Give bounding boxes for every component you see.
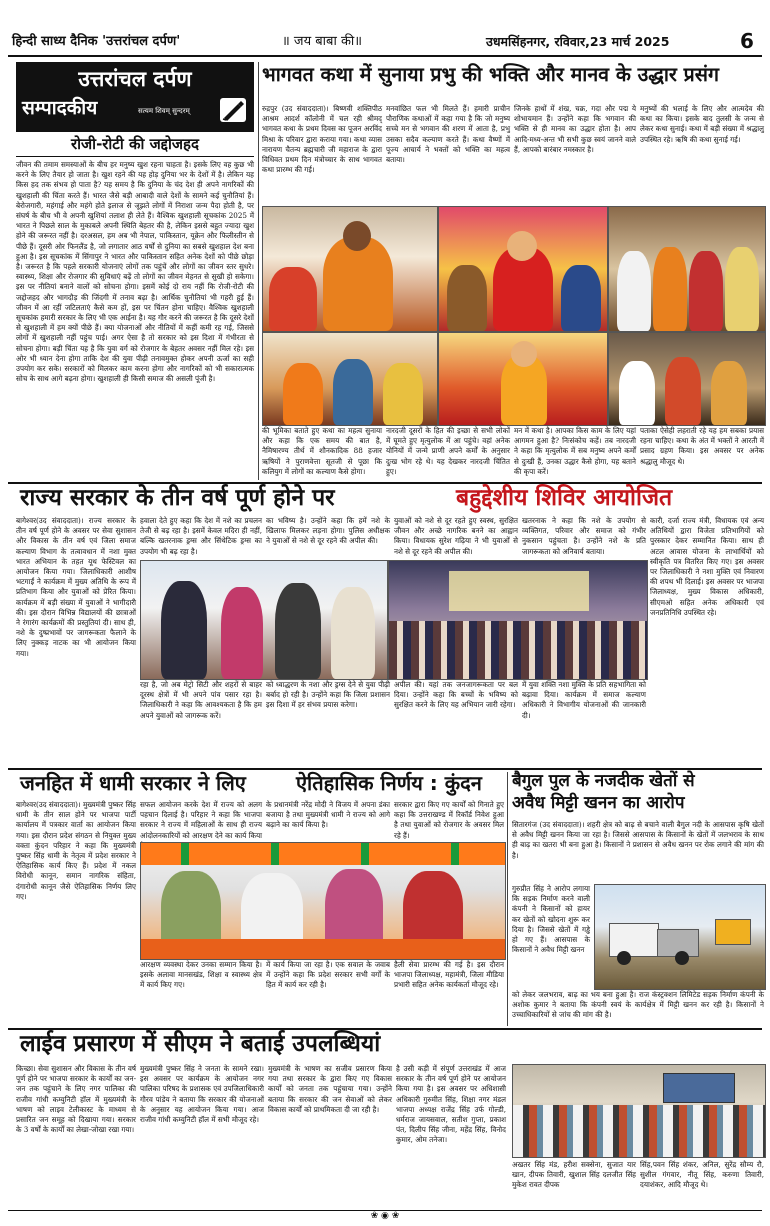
place-date: उधमसिंहनगर, रविवार,23 मार्च 2025 bbox=[486, 34, 670, 49]
photo-figure bbox=[653, 247, 687, 331]
photo-figure bbox=[275, 583, 321, 679]
photo-figure bbox=[323, 237, 393, 331]
shivir-photo-main bbox=[140, 560, 388, 680]
truck-wheel bbox=[675, 951, 689, 965]
shivir-lower4: अपील की। यहां तक जनजागरूकता पर बल दिया। उन्होंने कहा कि बच्चों के भविष्य को सुरक्षित करने के लिए यह अभियान जारी रहेगा। bbox=[394, 680, 518, 710]
bhagwat-col3: जिनके हाथों में शंख, चक्र, गदा और पद्म ये शोभायमान हैं। उन्होंने कहा कि भगवान की भक्ति से ही मानव का उद्धार होता है। आप आदि-मध्य-अन्त भी सभी कुछ स्वयं जानने वाले हैं, आपको बारंबार नमस्कार है। bbox=[514, 104, 636, 154]
masthead-rule bbox=[8, 55, 762, 57]
bhagwat-photo-center bbox=[438, 206, 608, 332]
editorial-divider bbox=[258, 62, 259, 480]
photo-figure bbox=[161, 581, 207, 679]
shivir-col4: युवाओं को नशे से दूर रहते हुए स्वस्थ, सुरक्षित जीवन और अच्छे नागरिक बनने का आह्वान किया। विधायक सुरेश गढ़िया ने भी युवाओं से नशे से दूर रहने की अपील की। bbox=[394, 516, 518, 556]
truck-body bbox=[609, 923, 659, 957]
photo-figure bbox=[689, 251, 723, 331]
dhami-col3: के प्रधानमंत्री नरेंद्र मोदी ने विजय में अपना डंका बजाया है तथा मुख्यमंत्री धामी ने राज्य को आगे बढ़ाने का कार्य किया है। bbox=[266, 800, 390, 830]
dhami-col2: सफल आयोजन करके देश में राज्य को अलग पहचान दिलाई है। परिहार ने कहा कि भाजपा सरकार ने राज्य में महिलाओं के साथ ही राज्य आंदोलनकारियों को आरक्षण देने का कार्य किया bbox=[140, 800, 262, 840]
section-rule bbox=[8, 1028, 762, 1030]
dhami-col4: सरकार द्वारा किए गए कार्यों को गिनाते हुए कहा कि उत्तराखण्ड में रिकॉर्ड निवेश हुआ है तथा युवाओं को रोजगार के अवसर मिल रहे हैं। bbox=[394, 800, 504, 840]
bhagwat-headline: भागवत कथा में सुनाया प्रभु की भक्ति और मानव के उद्धार प्रसंग bbox=[262, 63, 719, 86]
photo-figure bbox=[283, 363, 323, 425]
pen-icon bbox=[220, 98, 246, 122]
dhami-lower4: हैली सेवा प्रारम्भ की गई है। इस दौरान भाजपा जिलाध्यक्ष, महामंत्री, जिला मीडिया प्रभारी सहित अनेक कार्यकर्ता मौजूद रहे। bbox=[394, 960, 504, 990]
shivir-col3: का भविष्य है। उन्होंने कहा कि हमें नशे के खिलाफ मिलकर लड़ना होगा। पुलिस अधीक्षक ने युवाओं से नशे से दूर रहने की अपील की। bbox=[266, 516, 390, 546]
photo-figure bbox=[725, 247, 759, 331]
live-photo-hall bbox=[512, 1064, 766, 1158]
photo-table bbox=[141, 939, 505, 959]
photo-figure bbox=[665, 357, 701, 425]
editorial-label: सम्पादकीय bbox=[22, 97, 98, 119]
shivir-lower2: रहा है, जो अब मेट्रो सिटी और शहरों से बाहर दूरस्थ क्षेत्रों में भी अपने पांव पसार रहा है। जिलाधिकारी ने कहा कि आवश्यकता है कि हम अपने युवाओं को जागरूक करें। bbox=[140, 680, 262, 720]
photo-figure bbox=[617, 251, 651, 331]
dhami-headline-2: ऐतिहासिक निर्णय : कुंदन bbox=[296, 771, 482, 795]
shivir-photo-hall bbox=[388, 560, 648, 680]
photo-figure bbox=[343, 221, 371, 251]
photo-crowd bbox=[513, 1105, 765, 1157]
bhagwat-photo-left bbox=[262, 206, 438, 332]
editorial-title-rule bbox=[16, 156, 254, 157]
paper-name: हिन्दी साध्य दैनिक 'उत्तरांचल दर्पण' bbox=[12, 34, 181, 49]
shivir-col5: खतरनाक ने कहा कि नशे के उपयोग से व्यक्तिगत, परिवार और समाज को गंभीर नुकसान पहुंचता है। उन्होंने नशे के प्रति जागरूकता को अनिवार्य बताया। bbox=[522, 516, 646, 556]
bhagwat-col1: रुद्रपुर (उद संवाददाता)। बिष्णवी शक्तिपीठ आश्रम आदर्श कॉलोनी में चल रही श्रीमद् भागवत कथा के प्रथम दिवस का पूजन अरविंद मिश्रा के परिवार द्वारा कराया गया। कथा व्यास नारायण चैतन्य ब्रह्मचारी जी महाराज के द्वारा विधिवत प्रथम दिन मंत्रोच्चार के साथ भागवत कथा प्रारम्भ की गई। bbox=[262, 104, 382, 175]
excavator bbox=[715, 919, 751, 945]
photo-figure bbox=[221, 587, 263, 679]
live-col3: मुख्यमंत्री के भाषण का सजीव प्रसारण किया गया तथा सरकार के द्वारा किए गए विकास कार्यों को जनता तक पहुंचाया गया। उन्होंने बताया कि सरकार की जन सेवाओं को लेकर विकास कार्यों को प्राथमिकता दी जा रही है। bbox=[268, 1064, 392, 1114]
column-divider bbox=[507, 772, 508, 1026]
bhagwat-col2: मनवांछित फल भी मिलते हैं। हमारी प्राचीन पौराणिक कथाओं में कहा गया है कि जो मनुष्य सच्चे मन से भगवान की शरण में आता है, प्रभु उसका सदैव कल्याण करते हैं। कथा वैष्णों में पूज्य आचार्य ने भक्तों को भक्ति का महत्व बताया। bbox=[386, 104, 510, 165]
shivir-headline-black: राज्य सरकार के तीन वर्ष पूर्ण होने पर bbox=[20, 485, 335, 511]
section-rule bbox=[8, 768, 762, 770]
photo-stage bbox=[449, 571, 589, 611]
photo-figure bbox=[561, 265, 601, 331]
photo-figure bbox=[331, 587, 375, 679]
bailgul-side: गुरुप्रीत सिंह ने आरोप लगाया कि सड़क निर्माण करने वाली कंपनी ने किसानों को हायर कर खेतों को खोदना शुरू कर दिया है। जिससे खेतों में गड्ढे हो गए हैं। आसपास के किसानों ने अवैध मिट्टी खनन bbox=[512, 884, 590, 955]
editorial-title: रोजी-रोटी की जद्दोजहद bbox=[71, 135, 199, 153]
bailgul-headline-2: अवैध मिट्टी खनन का आरोप bbox=[512, 793, 685, 813]
photo-screen bbox=[663, 1073, 735, 1103]
bhagwat-photo-bottom-right bbox=[608, 332, 766, 426]
live-col2: मुख्यमंत्री पुष्कर सिंह ने जनता के सामने रखा। इस अवसर पर कार्यक्रम के आयोजन नगर पालिका परिषद के प्रशासक एवं उपजिलाधिकारी गौरव पांडेय ने बताया कि सरकार की योजनाओं के अनुसार यह आयोजन किया गया। आज राजीव गांधी कम्युनिटी हॉल में सभी मौजूद रहे। bbox=[140, 1064, 264, 1125]
shivir-lower5: में युवा शक्ति नशा मुक्ति के प्रति सहभागिता को बढ़ावा दिया। कार्यक्रम में समाज कल्याण अधिकारी ने विभागीय योजनाओं की जानकारी दी। bbox=[522, 680, 646, 720]
dhami-photo-press bbox=[140, 842, 506, 960]
bhagwat-photo-bottom-left bbox=[262, 332, 438, 426]
editor-name: सत्यम शिवम् सुन्दरम् bbox=[138, 107, 190, 115]
photo-figure bbox=[711, 361, 747, 425]
bailgul-photo-truck bbox=[594, 884, 766, 990]
dhami-lower2: आरक्षण व्यवस्था देकर उनका सम्मान किया है। इसके अलावा मानसखंड, शिक्षा व स्वास्थ्य क्षेत्र में कार्य किए गए। bbox=[140, 960, 262, 990]
live-caption-2: सिंह,पवन सिंह शंकर, अनिल, सुरेंद्र सौम्य रौ, सुशील गंगवार, नीतू सिंह, करुणा तिवारी, दयाशंकर, आदि मौजूद थे। bbox=[640, 1160, 764, 1190]
shivir-lower3: को ध्वाद्धरण के नशा और ड्रग्स देने से युवा पीढ़ी बर्बाद हो रही है। उन्होंने कहा कि जिला प्रशासन इस दिशा में हर संभव प्रयास करेगा। bbox=[266, 680, 390, 710]
masthead bbox=[0, 0, 770, 56]
page-number: 6 bbox=[740, 29, 754, 53]
photo-figure bbox=[383, 363, 423, 425]
photo-figure bbox=[269, 267, 317, 331]
live-col4: है उसी कड़ी में संपूर्ण उत्तराखंड में आज सरकार के तीन वर्ष पूर्ण होने पर आयोजन किया गया है। इस अवसर पर अधिशासी अधिकारी गुरुमीत सिंह, शिक्षा नगर मंडल भाजपा अध्यक्ष राजेंद्र सिंह उर्फ गोल्डी, धर्मराज जायसवाल, सतीश गुप्ता, प्रकाश पंत, दिलीप सिंह जीना, महेंद्र सिंह, विनोद कुमार, ओम तनेजा। bbox=[396, 1064, 506, 1145]
shivir-col1: बागेश्वर(उद संवाददाता)। राज्य सरकार के तीन वर्ष पूर्ण होने के अवसर पर सेवा सुशासन और विकास के तीन वर्ष एवं जिला समाज कल्याण विभाग के तत्वावधान में नशा मुक्त भारत अभियान के तहत यूथ फेस्टिवल का आयोजन किया गया। जिलाधिकारी आशीष भटगाईं ने कार्यक्रम में मुख्य अतिथि के रूप में प्रतिभाग किया और युवाओं को प्रेरित किया। कार्यक्रम में बड़ी संख्या में युवाओं ने भागीदारी की। इस दौरान विभिन्न विद्यालयों की छात्राओं ने रंगारंग कार्यक्रमों की प्रस्तुतियां दी। साथ ही, नशे के दुष्प्रभावों पर जागरूकता फैलाने के लिए नुक्कड़ नाटक का भी आयोजन किया गया। bbox=[16, 516, 136, 658]
bhagwat-photo-bottom-center bbox=[438, 332, 608, 426]
dhami-lower3: में कार्य किया जा रहा है। एक सवाल के जवाब में उन्होंने कहा कि प्रदेश सरकार सभी वर्गों के हित में कार्य कर रही है। bbox=[266, 960, 390, 990]
section-rule bbox=[8, 482, 762, 484]
bjp-banner bbox=[141, 843, 505, 865]
editorial-banner-title: उत्तरांचल दर्पण bbox=[78, 67, 192, 91]
shivir-col6: कारी, दर्जा राज्य मंत्री, विधायक एवं अन्य अतिथियों द्वारा विजेता प्रतिभागियों को पुरस्कार देकर सम्मानित किया। साथ ही अटल आवास योजना के लाभार्थियों को स्वीकृति पत्र वितरित किए गए। इस अवसर पर जिलाधिकारी ने नशा मुक्ति एवं निवारण की शपथ भी दिलाई। इस अवसर पर भाजपा जिलाध्यक्ष, मुख्य विकास अधिकारी, सीएमओ सहित अनेक अधिकारी एवं जनप्रतिनिधि उपस्थित रहे। bbox=[650, 516, 764, 617]
shivir-headline-red: बहुद्देशीय शिविर आयोजित bbox=[456, 485, 673, 511]
live-col1: किच्छा। सेवा सुशासन और विकास के तीन वर्ष पूर्ण होने पर भाजपा सरकार के कार्यों का जन-जन तक पहुंचाने के लिए नगर पालिका की राजीव गांधी कम्युनिटी हॉल में मुख्यमंत्री के भाषण को लाइव टेलीकास्ट के माध्यम से प्रसारित जन समूह को दिखाया गया। सरकार के 3 वर्षों के कार्यों का लेखा-जोखा रखा गया। bbox=[16, 1064, 136, 1135]
photo-figure bbox=[507, 231, 537, 261]
bailgul-intro: सितारगंज (उद संवाददाता)। शहरी क्षेत्र को बाढ़ से बचाने वाली बैगुल नदी के आसपास कृषि खेतों से अवैध मिट्टी खनन किया जा रहा है। जिससे आसपास के किसानों के खेतों में जलभराव के साथ ही बाढ़ का खतरा भी बना हुआ है। किसानों ने प्रशासन से अवैध खनन पर रोक लगाने की मांग की है। bbox=[512, 820, 764, 860]
editorial-banner bbox=[16, 62, 254, 132]
photo-figure bbox=[333, 359, 373, 425]
bhagwat-col4: मनुष्यों की भलाई के लिए और आत्मदेव की कथा का किया। इसके बाद तुलसी के जन्म से लेकर कथा सुनाई। कथा में बड़ी संख्या में श्रद्धालु उपस्थित रहे। ऋषि की कथा सुनाई गई। bbox=[640, 104, 764, 144]
bhagwat-lower3: मन में कथा है। आपका किस काम के लिए यहां आगमन हुआ है? निःसंकोच कहें। तब नारदजी ने कहा कि मृत्युलोक में सब मनुष्य अपने कर्मों से दुःखी हैं, उनका उद्धार कैसे होगा, यह बताने की कृपा करें। bbox=[514, 426, 636, 476]
dhami-headline-1: जनहित में धामी सरकार ने लिए bbox=[20, 771, 246, 795]
photo-crowd bbox=[389, 621, 647, 679]
photo-figure bbox=[619, 361, 655, 425]
bhagwat-lower1: की भूमिका बताते हुए कथा का महत्व सुनाया और कहा कि एक समय की बात है, नैमिषारण्य तीर्थ में शौनकादिक 88 हजार ऋषियों ने पुराणवेत्ता सूतजी से पूछा कि कलियुग में लोगों का कल्याण कैसे होगा। bbox=[262, 426, 382, 476]
bhagwat-photo-right bbox=[608, 206, 766, 332]
photo-figure bbox=[447, 265, 487, 331]
photo-figure bbox=[511, 341, 537, 367]
editorial-body: जीवन की तमाम समस्याओं के बीच हर मनुष्य खुश रहना चाहता है। इसके लिए वह कुछ भी करने के लिए तैयार हो जाता है। खुश रहने की यह होड़ दुनिया भर के देशों में है। लेकिन यह किस हद तक संभव हो पाता है? यह समय है कि दुनिया के चंद देश ही अपने नागरिकों की खुशहाली की चिंता करते हैं। भारत जैसे बड़ी आबादी वाले देशों के सामने कई चुनौतियां हैं। बेरोजगारी, महंगाई और महंगे होते इलाज से जूझते लोगों में निराशा जन्म पैदा होती है, पर संघर्ष के बीच भी वे अपनी खुशियां तलाश ही लेते हैं। वैश्विक खुशहाली सूचकांक 2025 में भारत ने पिछले साल के मुकाबले अपनी स्थिति बेहतर की है, लेकिन इससे बहुत ज्यादा खुश होने की जरूरत नहीं है। दरअसल, हम अब भी नेपाल, पाकिस्तान, यूक्रेन और फिलीस्तीन से पीछे हैं। दूसरी ओर फिनलैंड है, जो लगातार आठ वर्षों से दुनिया का सबसे खुशहाल देश बना हुआ है। इस सूचकांक में सिंगापुर ने भारत और पाकिस्तान सहित अनेक देशों को पीछे छोड़ा है। जरूरत है कि पहले सरकारी योजनाएं लोगों तक पहुंचें और लोगों का जीवन स्तर सुधरे। स्वास्थ्य, शिक्षा और रोजगार की सुविधाएं बढ़ें तो लोगों का जीवन मेहनत से सुखी हो सकेगा। इस पर नीतियां बनाने वालों को सोचना होगा। इसमें कोई दो राय नहीं कि रोजी-रोटी की जद्दोजहद और भागदौड़ की जिंदगी में तनाव बढ़ा है। आर्थिक चुनौतियां भी गहरी हुई हैं। जीवन में आ रहीं जटिलताएं कैसे कम हों, इस पर चिंतन होना चाहिए। वैश्विक खुशहाली सूचकांक हमारी सरकार के लिए भी एक आईना है। यह गौर करने की जरूरत है कि दूसरे देशों से खुशहाली में हम क्यों पीछे हैं। क्या योजनाओं और नीतियों में कहीं कमी रह गई, जिससे लोगों में खुशहाली नहीं पहुंच पाई। अगर ऐसा है तो सरकार को इस दिशा में गंभीरता से सोचना होगा। बड़ी चिंता यह है कि युवा वर्ग को रोजगार के बेहतर अवसर नहीं मिल रहे। इस ओर भी ध्यान देना होगा ताकि देश की युवा पीढ़ी तनावमुक्त होकर अपनी ऊर्जा का सही उपयोग कर सके। सरकारों को मिलकर काम करना होगा और नागरिकों को भी सकारात्मक सोच के साथ आगे बढ़ना होगा। खुशहाली ही किसी समाज की असली पूंजी है। bbox=[16, 160, 254, 384]
motto: ॥ जय बाबा की॥ bbox=[282, 34, 363, 49]
bailgul-headline-1: बैगुल पुल के नजदीक खेतों से bbox=[512, 771, 695, 791]
live-headline: लाईव प्रसारण में सीएम ने बताई उपलब्धियां bbox=[20, 1031, 381, 1057]
bhagwat-lower4: पताका ऐसेही लहराती रहे यह हम सबका प्रयास रहना चाहिए। कथा के अंत में भक्तों ने आरती में प्रसाद ग्रहण किया। इस अवसर पर अनेक श्रद्धालु मौजूद थे। bbox=[640, 426, 764, 466]
live-caption-1: अखतर सिंह मंड, हरीश सक्सेना, सुजात यार खान, दीपक तिवारी, खुशाल सिंह दलजीत सिंह मुकेश रावत दीपक bbox=[512, 1160, 636, 1190]
bailgul-bottom: को लेकर जलभराव, बाढ़ का भय बना हुआ है। राज कंस्ट्रक्शन लिमिटेड सड़क निर्माण कंपनी के अशोक कुमार ने बताया कि कंपनी स्वयं के कार्यक्षेत्र में मिट्टी खनन कर रही है। किसानों ने उच्चाधिकारियों से जांच की मांग की है। bbox=[512, 990, 764, 1020]
bhagwat-lower2: नारदजी दूसरों के हित की इच्छा से सभी लोकों में घूमते हुए मृत्युलोक में आ पहुंचे। वहां अनेक योनियों में जन्मे प्राणी अपने कर्मों के अनुसार दुःख भोग रहे थे। यह देखकर नारदजी चिंतित हुए। bbox=[386, 426, 510, 476]
shivir-col2: हवाला देते हुए कहा कि देश में नशे का प्रचलन तेजी से बढ़ रहा है। इसमें केवल मदिरा ही नहीं, बल्कि खतरनाक ड्रग्स और सिंथेटिक ड्रग्स का उपयोग भी बढ़ रहा है। bbox=[140, 516, 262, 556]
editorial-block bbox=[16, 62, 254, 480]
truck-wheel bbox=[617, 951, 631, 965]
footer-ornament: ❀ ◉ ❀ bbox=[370, 1211, 400, 1221]
dhami-col1: बागेश्वर(उद संवाददाता)। मुख्यमंत्री पुष्कर सिंह धामी के तीन साल होने पर भाजपा पार्टी कार्यालय में पत्रकार वार्ता का आयोजन किया गया। इस दौरान प्रदेश संगठन से नियुक्त मुख्य वक्ता कुंदन परिहार ने कहा कि मुख्यमंत्री पुष्कर सिंह धामी के नेतृत्व में प्रदेश सरकार ने ऐतिहासिक कार्य किए हैं। प्रदेश में नकल विरोधी कानून, समान नागरिक संहिता, दंगारोधी कानून जैसे ऐतिहासिक निर्णय लिए गए। bbox=[16, 800, 136, 901]
